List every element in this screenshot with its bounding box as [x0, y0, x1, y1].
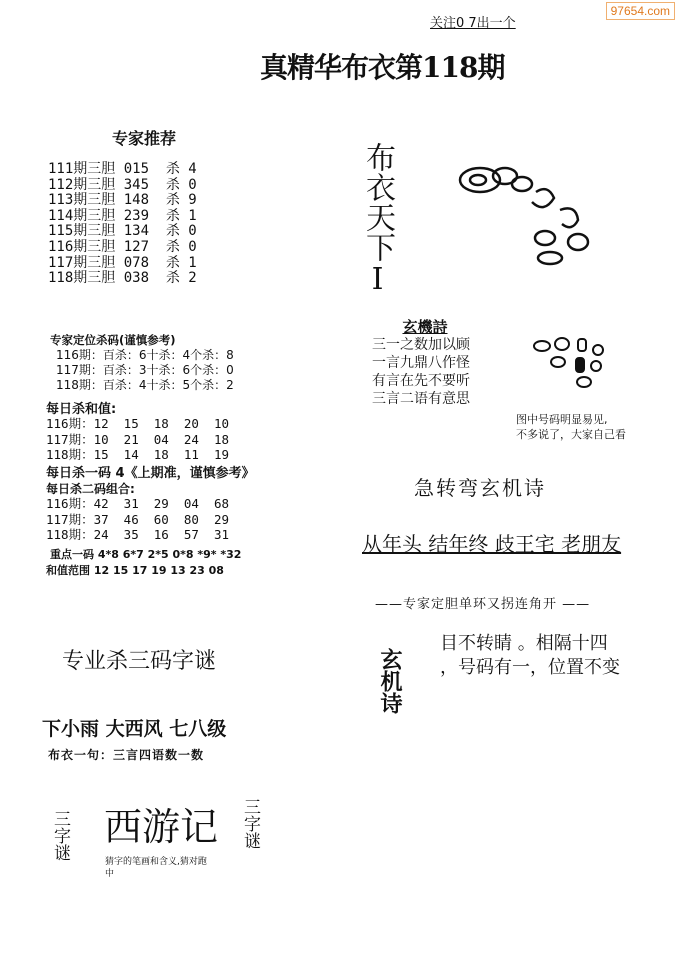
expert-row: 112期三胆 345 杀 0	[48, 176, 197, 193]
xuanji-poem-lines	[372, 336, 470, 408]
daily-kill-two-list	[46, 496, 229, 543]
expert-heading: 专家推荐	[112, 129, 177, 148]
sum-range: 和值范围 12 15 17 19 13 23 08	[46, 564, 224, 577]
riddle-line: 下小雨 大西风 七八级	[42, 718, 227, 740]
hidden-number-shapes	[534, 338, 603, 387]
buyi-vertical: 布衣天下I	[360, 142, 395, 297]
position-kill-heading: 专家定位杀码(谨慎参考)	[50, 333, 176, 347]
poem-right-line: ，号码有一，位置不变	[440, 657, 620, 678]
daily-sum-heading: 每日杀和值:	[46, 402, 117, 417]
zimi-right: 三字谜	[240, 798, 260, 849]
daily-sum-row: 118期：15 14 18 11 19	[46, 447, 230, 462]
daily-kill-one: 每日杀一码 4《上期准，谨慎参考》	[46, 466, 255, 481]
xuanji-poem-line: 三一之数加以顾	[372, 337, 470, 353]
xuanji-vertical: 玄机诗	[377, 648, 402, 714]
zimi-left: 三字谜	[50, 810, 70, 861]
expert-row: 117期三胆 078 杀 1	[48, 254, 197, 271]
figure-caption-line: 不多说了，大家自己看	[516, 428, 626, 441]
expert-row: 115期三胆 134 杀 0	[48, 223, 197, 240]
riddle-heading: 专业杀三码字谜	[62, 649, 217, 674]
daily-kill-two-heading: 每日杀二码组合:	[46, 482, 135, 496]
daily-sum-row: 117期：10 21 04 24 18	[46, 431, 230, 447]
expert-row: 111期三胆 015 杀 4	[48, 161, 197, 177]
dash-line: ——专家定胆单环又拐连角开 ——	[375, 597, 591, 612]
expert-row: 116期三胆 127 杀 0	[48, 238, 197, 255]
xuanji-poem-line: 一言九鼎八作怪	[372, 355, 470, 371]
urgent-heading: 急转弯玄机诗	[414, 476, 546, 500]
daily-kill-two-row: 117期：37 46 60 80 29	[46, 511, 230, 527]
daily-kill-two-row: 116期：42 31 29 04 68	[46, 496, 230, 511]
daily-sum-list	[46, 416, 229, 463]
position-kill-row: 117期：百杀：3十杀：6个杀：0	[56, 363, 234, 377]
watermark: 97654.com	[606, 2, 675, 20]
page-title: 真精华布衣第118期	[260, 51, 505, 84]
xuanji-poem	[372, 318, 470, 408]
xuanji-poem-line: 有言在先不要听	[372, 373, 470, 389]
figure-caption	[516, 412, 626, 442]
expert-row: 113期三胆 148 杀 9	[48, 192, 197, 209]
coin-shapes	[460, 168, 588, 264]
top-note: 关注0 7出一个	[430, 16, 516, 31]
daily-sum-row: 116期：12 15 18 20 10	[46, 416, 230, 431]
figure-caption-line: 图中号码明显易见,	[516, 413, 608, 426]
position-kill-row: 116期：百杀：6十杀：4个杀：8	[56, 348, 234, 362]
key-one: 重点一码 4*8 6*7 2*5 0*8 *9* *32	[50, 548, 242, 561]
xuanji-poem-line: 三言二语有意思	[372, 391, 470, 407]
expert-list	[48, 162, 197, 287]
xiyouji-title: 西游记	[104, 805, 219, 849]
expert-row: 118期三胆 038 杀 2	[48, 270, 197, 287]
hidden-number-figure	[528, 330, 618, 392]
expert-row: 114期三胆 239 杀 1	[48, 207, 197, 224]
position-kill-row: 118期：百杀：4十杀：5个杀：2	[56, 378, 234, 392]
position-kill-list	[56, 348, 234, 393]
urgent-line: 从年头 结年终 歧王宅 老朋友	[362, 532, 622, 556]
xuanji-poem-heading: 玄機詩	[402, 318, 448, 336]
buyi-line: 布衣一句：三言四语数一数	[48, 748, 205, 762]
poem-right-line: 目不转睛 。相隔十四	[440, 633, 608, 654]
daily-kill-two-row: 118期：24 35 16 57 31	[46, 527, 230, 542]
coin-chain-figure	[450, 150, 620, 275]
guess-hint: 猜字的笔画和含义,猜对跑中	[105, 857, 207, 879]
poem-right	[440, 632, 620, 680]
